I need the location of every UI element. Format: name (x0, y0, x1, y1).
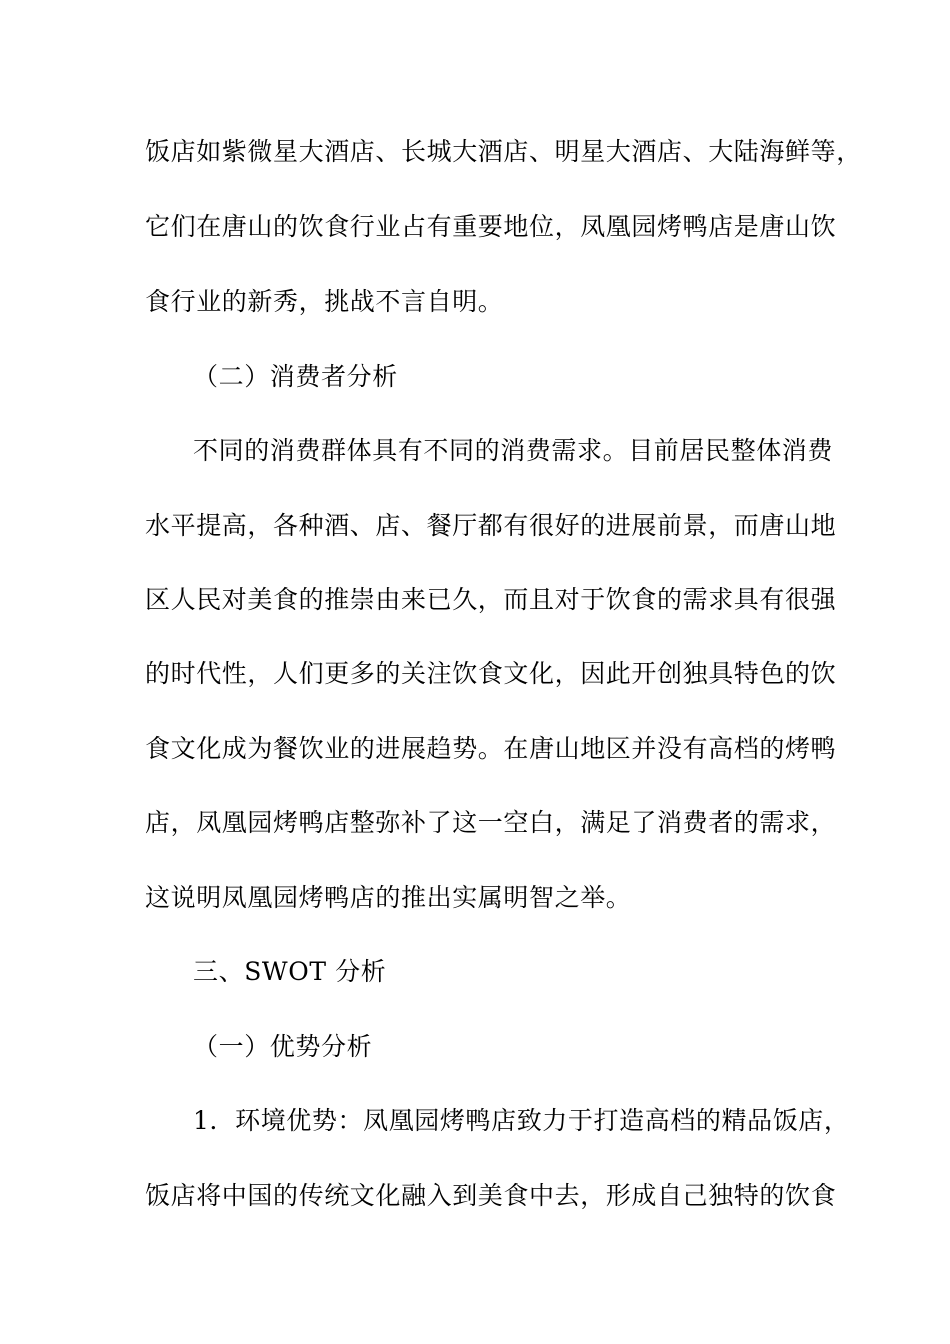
paragraph-line: 区人民对美食的推崇由来已久，而且对于饮食的需求具有很强 (145, 585, 837, 614)
paragraph-line: 不同的消费群体具有不同的消费需求。目前居民整体消费 (193, 436, 834, 465)
paragraph-line: 水平提高，各种酒、店、餐厅都有很好的进展前景，而唐山地 (145, 511, 837, 540)
section-heading: （一）优势分析 (193, 1032, 373, 1061)
paragraph-line: 饭店将中国的传统文化融入到美食中去，形成自己独特的饮食 (145, 1181, 837, 1210)
section-heading: （二）消费者分析 (193, 362, 398, 391)
paragraph-line: 它们在唐山的饮食行业占有重要地位，凤凰园烤鸭店是唐山饮 (145, 212, 837, 241)
section-heading: 三、SWOT 分析 (193, 957, 387, 986)
paragraph-line: 店，凤凰园烤鸭店整弥补了这一空白，满足了消费者的需求， (145, 808, 837, 837)
paragraph-line: 食行业的新秀，挑战不言自明。 (145, 287, 504, 316)
paragraph-line: 1．环境优势：凤凰园烤鸭店致力于打造高档的精品饭店， (193, 1106, 850, 1135)
paragraph-line: 食文化成为餐饮业的进展趋势。在唐山地区并没有高档的烤鸭 (145, 734, 837, 763)
paragraph-line: 的时代性，人们更多的关注饮食文化，因此开创独具特色的饮 (145, 659, 837, 688)
paragraph-line: 这说明凤凰园烤鸭店的推出实属明智之举。 (145, 883, 632, 912)
paragraph-line: 饭店如紫微星大酒店、长城大酒店、明星大酒店、大陆海鲜等， (145, 137, 862, 166)
